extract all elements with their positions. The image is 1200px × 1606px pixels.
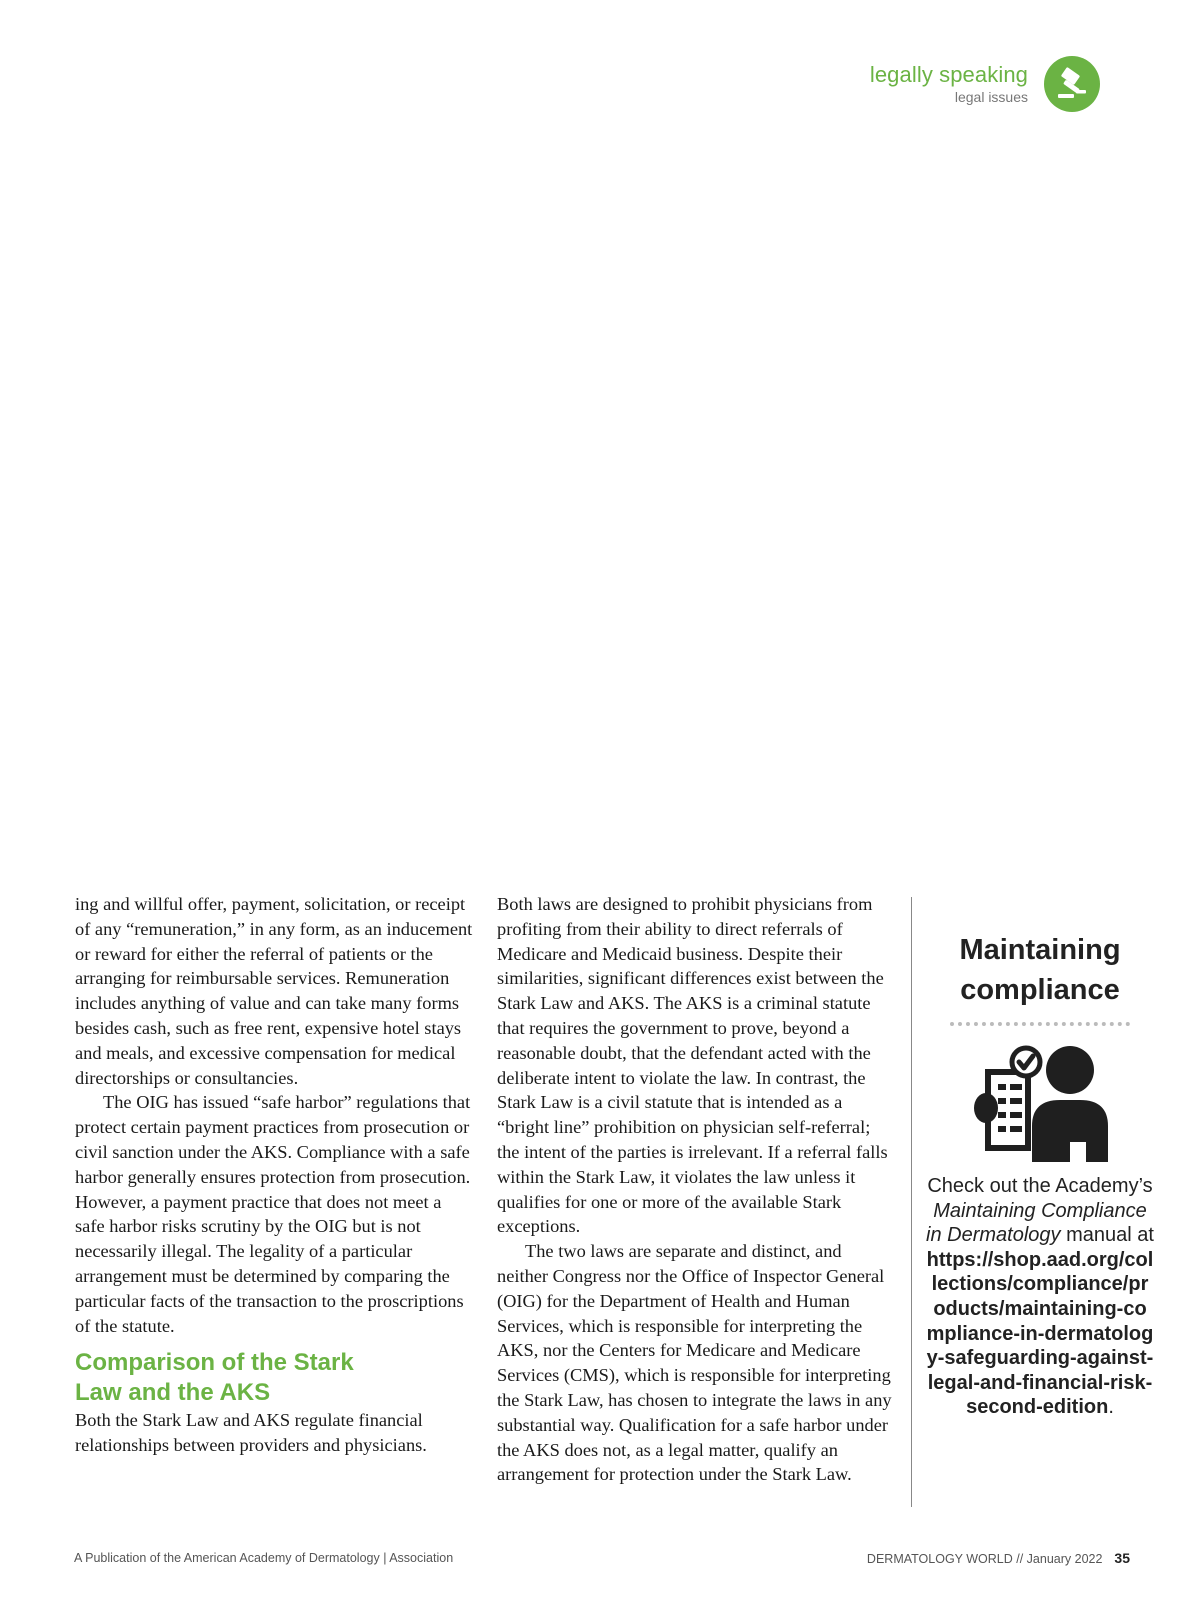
sidebar-text-intro: Check out the Academy’s <box>927 1175 1153 1197</box>
sidebar-text-manual: manual at <box>1066 1224 1154 1247</box>
page-number: 35 <box>1114 1550 1130 1566</box>
body-paragraph: Both the Stark Law and AKS regulate financial relationships between providers and physicians. <box>75 1410 427 1456</box>
body-paragraph: Both laws are designed to prohibit physicians from profiting from their ability to direct referrals of Medicare and Medicaid business. Despite their similarities, significant differences exist between the Stark Law and AKS. The AKS is a criminal statute that requires the government to prove, beyond a reasonable doubt, that the defendant acted with the deliberate intent to violate the law. In contrast, the Stark Law is a civil statute that is intended as a “bright line” prohibition on physician self-referral; the intent of the parties is irrelevant. If a referral falls within the Stark Law, it violates the law unless it qualifies for one or more of the available Stark exceptions. <box>497 894 888 1237</box>
dotted-divider <box>950 1022 1130 1026</box>
footer-issue: DERMATOLOGY WORLD // January 2022 <box>866 1552 1103 1566</box>
sidebar-text <box>922 1174 1158 1420</box>
sidebar-box <box>922 930 1158 1420</box>
footer-right <box>867 1550 1130 1566</box>
sidebar-period: . <box>1108 1396 1114 1419</box>
body-paragraph: ing and willful offer, payment, solicitation, or receipt of any “remuneration,” in any form, as an inducement or reward for either the referral of patients or the arranging for reimbursable services. Remuneration includes anything of value and can take many forms besides cash, such as free rent, expensive hotel stays and meals, and excessive compensation for medical directorships or consultancies. <box>75 894 473 1088</box>
article-column-2 <box>497 892 897 1487</box>
section-header <box>870 56 1100 112</box>
section-title: legally speaking <box>869 61 1028 87</box>
section-subtitle: legal issues <box>954 89 1028 106</box>
header-text <box>870 63 1028 105</box>
manual-title: Maintaining Compliance in Dermatology <box>926 1199 1147 1247</box>
footer-publication: A Publication of the American Academy of Dermatology | Association <box>74 1551 454 1565</box>
body-paragraph: The two laws are separate and distinct, and neither Congress nor the Office of Inspector General (OIG) for the Department of Health and Human Services, which is responsible for interpreting the AKS, nor the Centers for Medicare and Medicare Services (CMS), which is responsible for interpreting the Stark Law, has chosen to integrate the laws in any substantial way. Qualification for a safe harbor under the AKS does not, as a legal matter, qualify an arrangement for protection under the Stark Law. <box>497 1241 892 1485</box>
article-column-1 <box>75 892 475 1458</box>
sidebar-title: Maintaining compliance <box>959 934 1121 1006</box>
column-divider <box>911 897 912 1507</box>
body-paragraph: The OIG has issued “safe harbor” regulations that protect certain payment practices from prosecution or civil sanction under the AKS. Compliance with a safe harbor generally ensures protection from prosecution. However, a payment practice that does not meet a safe harbor risks scrutiny by the OIG but is not necessarily illegal. The legality of a particular arrangement must be determined by comparing the particular facts of the transaction to the proscriptions of the statute. <box>75 1092 471 1336</box>
compliance-checklist-person-icon <box>970 1042 1110 1162</box>
gavel-icon <box>1044 56 1100 112</box>
section-heading: Comparison of the Stark Law and the AKS <box>75 1349 354 1407</box>
manual-url-link[interactable]: https://shop.aad.org/collections/compliance/products/maintaining-compliance-in-dermatology-safeguarding-against-legal-and-financial-risk-second-edition <box>926 1248 1154 1419</box>
